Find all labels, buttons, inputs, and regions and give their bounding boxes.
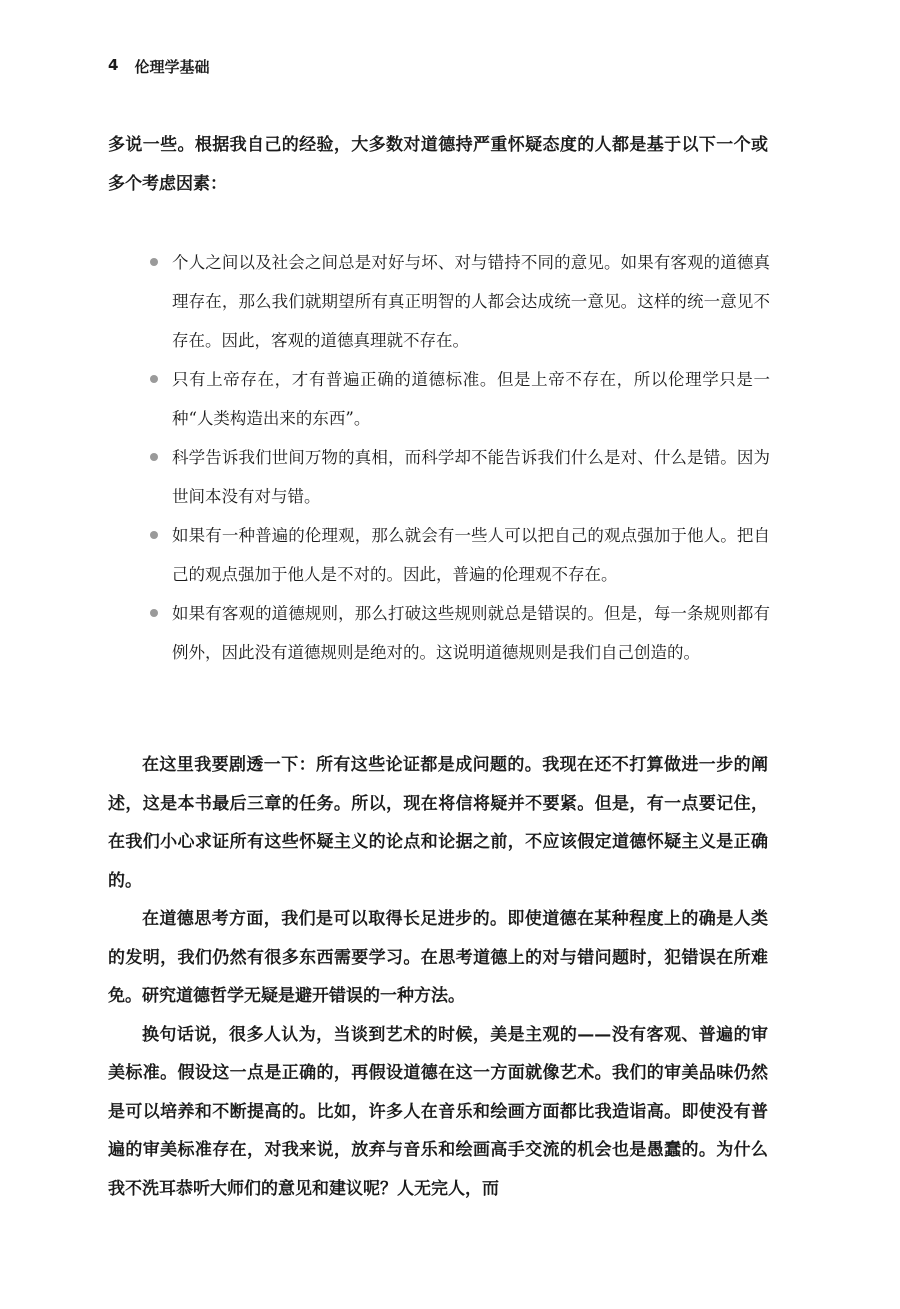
- skepticism-bullet-list: [148, 243, 770, 672]
- body-paragraph: 在这里我要剧透一下：所有这些论证都是成问题的。我现在还不打算做进一步的阐述，这是本书最后三章的任务。所以，现在将信将疑并不要紧。但是，有一点要记住，在我们小心求证所有这些怀疑主义的论点和论据之前，不应该假定道德怀疑主义是正确的。: [108, 755, 768, 891]
- running-header: [108, 56, 209, 77]
- bullet-item: 只有上帝存在，才有普遍正确的道德标准。但是上帝不存在，所以伦理学只是一种“人类构造出来的东西”。: [148, 360, 770, 438]
- page-number: 4: [108, 56, 119, 74]
- bullet-item: 科学告诉我们世间万物的真相，而科学却不能告诉我们什么是对、什么是错。因为世间本没有对与错。: [148, 438, 770, 516]
- body-paragraph: 换句话说，很多人认为，当谈到艺术的时候，美是主观的——没有客观、普遍的审美标准。假设这一点是正确的，再假设道德在这一方面就像艺术。我们的审美品味仍然是可以培养和不断提高的。比如，许多人在音乐和绘画方面都比我造诣高。即使没有普遍的审美标准存在，对我来说，放弃与音乐和绘画高手交流的机会也是愚蠢的。为什么我不洗耳恭听大师们的意见和建议呢？人无完人，而: [108, 1024, 768, 1199]
- bullet-item: 个人之间以及社会之间总是对好与坏、对与错持不同的意见。如果有客观的道德真理存在，那么我们就期望所有真正明智的人都会达成统一意见。这样的统一意见不存在。因此，客观的道德真理就不存在。: [148, 243, 770, 360]
- book-title: 伦理学基础: [134, 58, 210, 76]
- body-text: [108, 746, 768, 1208]
- intro-paragraph: 多说一些。根据我自己的经验，大多数对道德持严重怀疑态度的人都是基于以下一个或多个考虑因素：: [108, 135, 768, 194]
- bullet-item: 如果有客观的道德规则，那么打破这些规则就总是错误的。但是，每一条规则都有例外，因此没有道德规则是绝对的。这说明道德规则是我们自己创造的。: [148, 594, 770, 672]
- bullet-item: 如果有一种普遍的伦理观，那么就会有一些人可以把自己的观点强加于他人。把自己的观点强加于他人是不对的。因此，普遍的伦理观不存在。: [148, 516, 770, 594]
- body-paragraph: 在道德思考方面，我们是可以取得长足进步的。即使道德在某种程度上的确是人类的发明，我们仍然有很多东西需要学习。在思考道德上的对与错问题时，犯错误在所难免。研究道德哲学无疑是避开错误的一种方法。: [108, 909, 768, 1006]
